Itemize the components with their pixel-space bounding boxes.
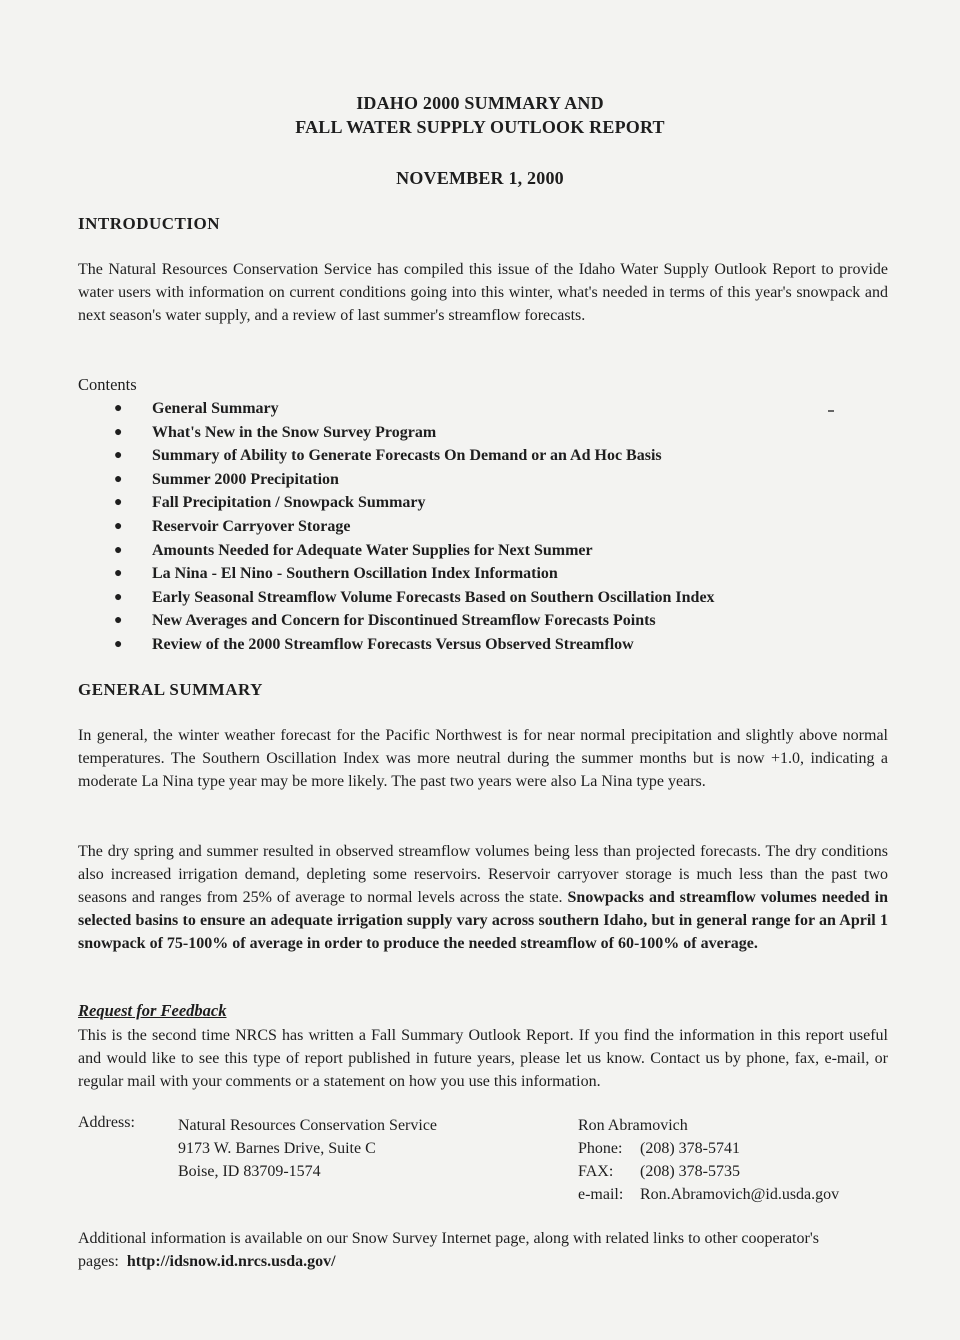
bullet-icon: ● bbox=[114, 471, 123, 487]
bullet-icon: ● bbox=[114, 424, 123, 440]
report-date: NOVEMBER 1, 2000 bbox=[396, 168, 564, 188]
phone-row: Phone: (208) 378-5741 bbox=[578, 1140, 740, 1157]
contents-item: ● Summary of Ability to Generate Forecasts On Demand or an Ad Hoc Basis bbox=[110, 444, 715, 468]
bullet-icon: ● bbox=[114, 613, 123, 629]
footer-note bbox=[78, 1227, 878, 1273]
bullet-icon: ● bbox=[114, 636, 123, 652]
contact-name: Ron Abramovich bbox=[578, 1117, 688, 1134]
contents-label: Contents bbox=[78, 375, 137, 394]
contents-item: ● What's New in the Snow Survey Program bbox=[110, 421, 715, 445]
fax-row: FAX: (208) 378-5735 bbox=[578, 1163, 740, 1180]
general-summary-paragraph-1: In general, the winter weather forecast for the Pacific Northwest is for near normal precipitation and slightly above normal temperatures. The Southern Oscillation Index was more neutral during the summer months but is now +1.0, indicating a moderate La Nina type year may be more likely. The past two years were also La Nina type years. bbox=[78, 727, 888, 790]
contents-item: ● Early Seasonal Streamflow Volume Forecasts Based on Southern Oscillation Index bbox=[110, 586, 715, 610]
report-title-line-1: IDAHO 2000 SUMMARY AND bbox=[356, 93, 604, 113]
contents-item: ● Amounts Needed for Adequate Water Supplies for Next Summer bbox=[110, 539, 715, 563]
contents-item: ● La Nina - El Nino - Southern Oscillation Index Information bbox=[110, 562, 715, 586]
general-summary-heading: GENERAL SUMMARY bbox=[78, 680, 263, 699]
contents-list bbox=[110, 397, 715, 657]
contents-item: ● New Averages and Concern for Discontinued Streamflow Forecasts Points bbox=[110, 609, 715, 633]
feedback-text: This is the second time NRCS has written a Fall Summary Outlook Report. If you find the information in this report useful and would like to see this type of report published in future years, please let us know. Contact us by phone, fax, e-mail, or regular mail with your comments or a statement on how you use this information. bbox=[78, 1027, 888, 1090]
contents-item: ● Fall Precipitation / Snowpack Summary bbox=[110, 491, 715, 515]
contact-info bbox=[578, 1114, 839, 1206]
bullet-icon: ● bbox=[114, 448, 123, 464]
feedback-heading: Request for Feedback bbox=[78, 1001, 227, 1020]
bullet-icon: ● bbox=[114, 495, 123, 511]
contents-item: ● Summer 2000 Precipitation bbox=[110, 468, 715, 492]
contents-item: ● General Summary bbox=[110, 397, 715, 421]
general-summary-paragraph-2 bbox=[78, 840, 888, 955]
bullet-icon: ● bbox=[114, 589, 123, 605]
address-label: Address: bbox=[78, 1114, 135, 1131]
bullet-icon: ● bbox=[114, 518, 123, 534]
contents-item: ● Review of the 2000 Streamflow Forecasts Versus Observed Streamflow bbox=[110, 633, 715, 657]
email-row: e-mail: Ron.Abramovich@id.usda.gov bbox=[578, 1186, 840, 1203]
phone-number: (208) 378-5741 bbox=[640, 1140, 740, 1157]
introduction-text: The Natural Resources Conservation Service has compiled this issue of the Idaho Water Supply Outlook Report to provide water users with information on current conditions going into this winter, what's needed in terms of this year's snowpack and next season's water supply, and a review of last summer's streamflow forecasts. bbox=[78, 261, 888, 324]
stray-mark bbox=[828, 410, 834, 412]
paragraph-2-text: The dry spring and summer resulted in observed streamflow volumes being less than projected forecasts. The dry conditions also increased irrigation demand, depleting some reservoirs. Reservoir carryover storage is much less than the past two seasons and ranges from 25% of average to normal levels across the state. bbox=[78, 843, 888, 906]
address-line: Natural Resources Conservation Service bbox=[178, 1117, 438, 1134]
email-address: Ron.Abramovich@id.usda.gov bbox=[640, 1186, 840, 1203]
address-line: 9173 W. Barnes Drive, Suite C bbox=[178, 1140, 376, 1157]
fax-number: (208) 378-5735 bbox=[640, 1163, 740, 1180]
contents-item: ● Reservoir Carryover Storage bbox=[110, 515, 715, 539]
bullet-icon: ● bbox=[114, 542, 123, 558]
snow-survey-url: http://idsnow.id.nrcs.usda.gov/ bbox=[126, 1253, 336, 1270]
paragraph-2-bold-text: Snowpacks and streamflow volumes needed in selected basins to ensure an adequate irrigation supply vary across southern Idaho, but in general range for an April 1 snowpack of 75-100% of average in order to produce the needed streamflow of 60-100% of average. bbox=[78, 889, 889, 952]
address-line: Boise, ID 83709-1574 bbox=[178, 1163, 321, 1180]
introduction-heading: INTRODUCTION bbox=[78, 214, 221, 233]
mailing-address bbox=[178, 1114, 437, 1183]
bullet-icon: ● bbox=[114, 401, 123, 416]
footer-text: Additional information is available on our Snow Survey Internet page, along with related links to other cooperator's pages: bbox=[78, 1230, 819, 1270]
report-title-line-2: FALL WATER SUPPLY OUTLOOK REPORT bbox=[295, 117, 665, 137]
bullet-icon: ● bbox=[114, 566, 123, 582]
